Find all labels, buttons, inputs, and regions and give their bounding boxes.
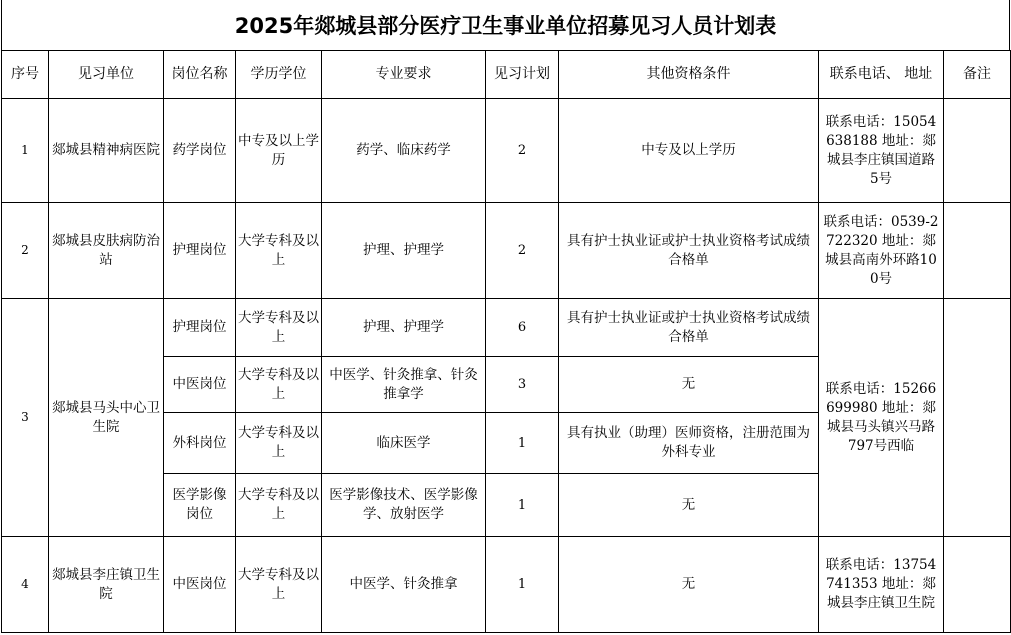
header-unit: 见习单位 bbox=[49, 51, 164, 99]
cell-contact: 联系电话：15054638188 地址：郯城县李庄镇国道路5号 bbox=[819, 99, 944, 203]
table-row bbox=[2, 99, 1011, 203]
cell-edu: 大学专科及以上 bbox=[236, 413, 322, 474]
cell-unit: 郯城县李庄镇卫生院 bbox=[49, 537, 164, 633]
cell-plan: 1 bbox=[486, 413, 559, 474]
cell-seq: 3 bbox=[2, 299, 49, 537]
cell-edu: 大学专科及以上 bbox=[236, 299, 322, 357]
cell-other: 无 bbox=[559, 537, 819, 633]
cell-plan: 2 bbox=[486, 203, 559, 299]
cell-edu: 大学专科及以上 bbox=[236, 203, 322, 299]
cell-major: 中医学、针灸推拿 bbox=[322, 537, 486, 633]
recruitment-plan-sheet bbox=[1, 0, 1010, 634]
cell-major: 护理、护理学 bbox=[322, 299, 486, 357]
cell-post: 中医岗位 bbox=[164, 357, 236, 413]
cell-other: 具有护士执业证或护士执业资格考试成绩合格单 bbox=[559, 203, 819, 299]
cell-contact: 联系电话：13754741353 地址：郯城县李庄镇卫生院 bbox=[819, 537, 944, 633]
cell-edu: 中专及以上学历 bbox=[236, 99, 322, 203]
header-note: 备注 bbox=[944, 51, 1011, 99]
cell-edu: 大学专科及以上 bbox=[236, 357, 322, 413]
header-other: 其他资格条件 bbox=[559, 51, 819, 99]
cell-unit: 郯城县精神病医院 bbox=[49, 99, 164, 203]
cell-major: 中医学、针灸推拿、针灸推拿学 bbox=[322, 357, 486, 413]
cell-contact: 联系电话：0539-2722320 地址：郯城县高南外环路100号 bbox=[819, 203, 944, 299]
cell-post: 护理岗位 bbox=[164, 203, 236, 299]
cell-other: 具有执业（助理）医师资格，注册范围为外科专业 bbox=[559, 413, 819, 474]
cell-post: 医学影像岗位 bbox=[164, 474, 236, 537]
cell-note bbox=[944, 203, 1011, 299]
cell-seq: 2 bbox=[2, 203, 49, 299]
cell-note bbox=[944, 99, 1011, 203]
cell-major: 护理、护理学 bbox=[322, 203, 486, 299]
header-seq: 序号 bbox=[2, 51, 49, 99]
table-row bbox=[2, 299, 1011, 357]
cell-other: 无 bbox=[559, 357, 819, 413]
header-post: 岗位名称 bbox=[164, 51, 236, 99]
cell-note bbox=[944, 299, 1011, 537]
cell-other: 无 bbox=[559, 474, 819, 537]
cell-major: 药学、临床药学 bbox=[322, 99, 486, 203]
header-edu: 学历学位 bbox=[236, 51, 322, 99]
cell-post: 护理岗位 bbox=[164, 299, 236, 357]
cell-plan: 1 bbox=[486, 537, 559, 633]
table-row bbox=[2, 537, 1011, 633]
cell-plan: 3 bbox=[486, 357, 559, 413]
recruitment-table bbox=[1, 50, 1011, 633]
cell-major: 临床医学 bbox=[322, 413, 486, 474]
cell-note bbox=[944, 537, 1011, 633]
cell-edu: 大学专科及以上 bbox=[236, 537, 322, 633]
cell-unit: 郯城县皮肤病防治站 bbox=[49, 203, 164, 299]
header-row bbox=[2, 51, 1011, 99]
header-plan: 见习计划 bbox=[486, 51, 559, 99]
header-contact: 联系电话、 地址 bbox=[819, 51, 944, 99]
cell-other: 具有护士执业证或护士执业资格考试成绩合格单 bbox=[559, 299, 819, 357]
cell-edu: 大学专科及以上 bbox=[236, 474, 322, 537]
cell-plan: 6 bbox=[486, 299, 559, 357]
cell-post: 药学岗位 bbox=[164, 99, 236, 203]
header-major: 专业要求 bbox=[322, 51, 486, 99]
cell-contact: 联系电话：15266699980 地址：郯城县马头镇兴马路797号西临 bbox=[819, 299, 944, 537]
cell-post: 外科岗位 bbox=[164, 413, 236, 474]
cell-post: 中医岗位 bbox=[164, 537, 236, 633]
sheet-title: 2025年郯城县部分医疗卫生事业单位招募见习人员计划表 bbox=[1, 0, 1010, 50]
cell-major: 医学影像技术、医学影像学、放射医学 bbox=[322, 474, 486, 537]
cell-plan: 1 bbox=[486, 474, 559, 537]
table-row bbox=[2, 203, 1011, 299]
cell-seq: 4 bbox=[2, 537, 49, 633]
cell-plan: 2 bbox=[486, 99, 559, 203]
cell-seq: 1 bbox=[2, 99, 49, 203]
cell-unit: 郯城县马头中心卫生院 bbox=[49, 299, 164, 537]
cell-other: 中专及以上学历 bbox=[559, 99, 819, 203]
